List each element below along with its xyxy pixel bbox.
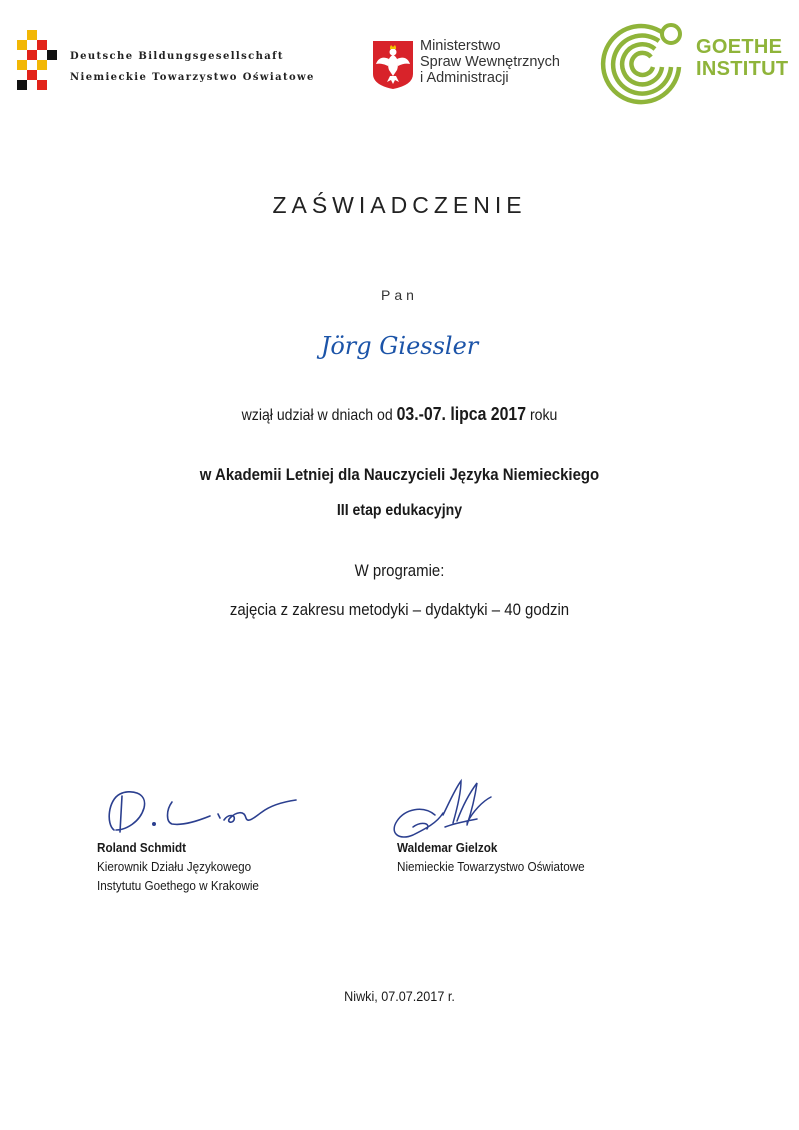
polish-eagle-emblem-icon (372, 40, 414, 90)
participation-dates: 03.-07. lipca 2017 (396, 404, 527, 424)
program-label: W programie: (354, 561, 445, 580)
signatory-name: Roland Schmidt (97, 840, 187, 855)
dbg-name-de: Deutsche Bildungsgesellschaft (70, 51, 284, 62)
dbg-logo (17, 30, 57, 92)
signature-roland-schmidt (100, 780, 320, 840)
dbg-name (70, 46, 315, 88)
ministry-line3: i Administracji (420, 70, 509, 86)
signatory-role-line2: Instytutu Goethego w Krakowie (97, 878, 259, 893)
program-description: zajęcia z zakresu metodyki – dydaktyki – 40 godzin (229, 600, 570, 619)
participation-prefix: wziął udział w dniach od (241, 407, 393, 424)
signatory-name: Waldemar Gielzok (397, 840, 498, 855)
participation-suffix: roku (529, 407, 558, 424)
signature-block-2 (397, 838, 585, 876)
signature-block-1 (97, 838, 259, 895)
education-stage: III etap edukacyjny (336, 502, 463, 519)
participation-line (48, 404, 751, 425)
goethe-logo-icon (597, 17, 689, 105)
academy-name: w Akademii Letniej dla Nauczycieli Języka Niemieckiego (199, 465, 600, 484)
goethe-wordmark (696, 36, 788, 80)
certificate-title: ZAŚWIADCZENIE (272, 192, 527, 218)
ministry-line2: Spraw Wewnętrznych (420, 54, 560, 70)
signatory-role-line1: Niemieckie Towarzystwo Oświatowe (397, 859, 585, 874)
ministry-name (420, 38, 560, 86)
signatory-role-line1: Kierownik Działu Językowego (97, 859, 252, 874)
salutation: Pan (381, 287, 418, 303)
goethe-line2: INSTITUT (696, 58, 789, 80)
ministry-line1: Ministerstwo (420, 38, 501, 54)
recipient-name: Jörg Giessler (320, 332, 479, 360)
dbg-name-pl: Niemieckie Towarzystwo Oświatowe (70, 72, 315, 83)
place-and-date: Niwki, 07.07.2017 r. (344, 988, 455, 1004)
goethe-line1: GOETHE (696, 36, 783, 58)
